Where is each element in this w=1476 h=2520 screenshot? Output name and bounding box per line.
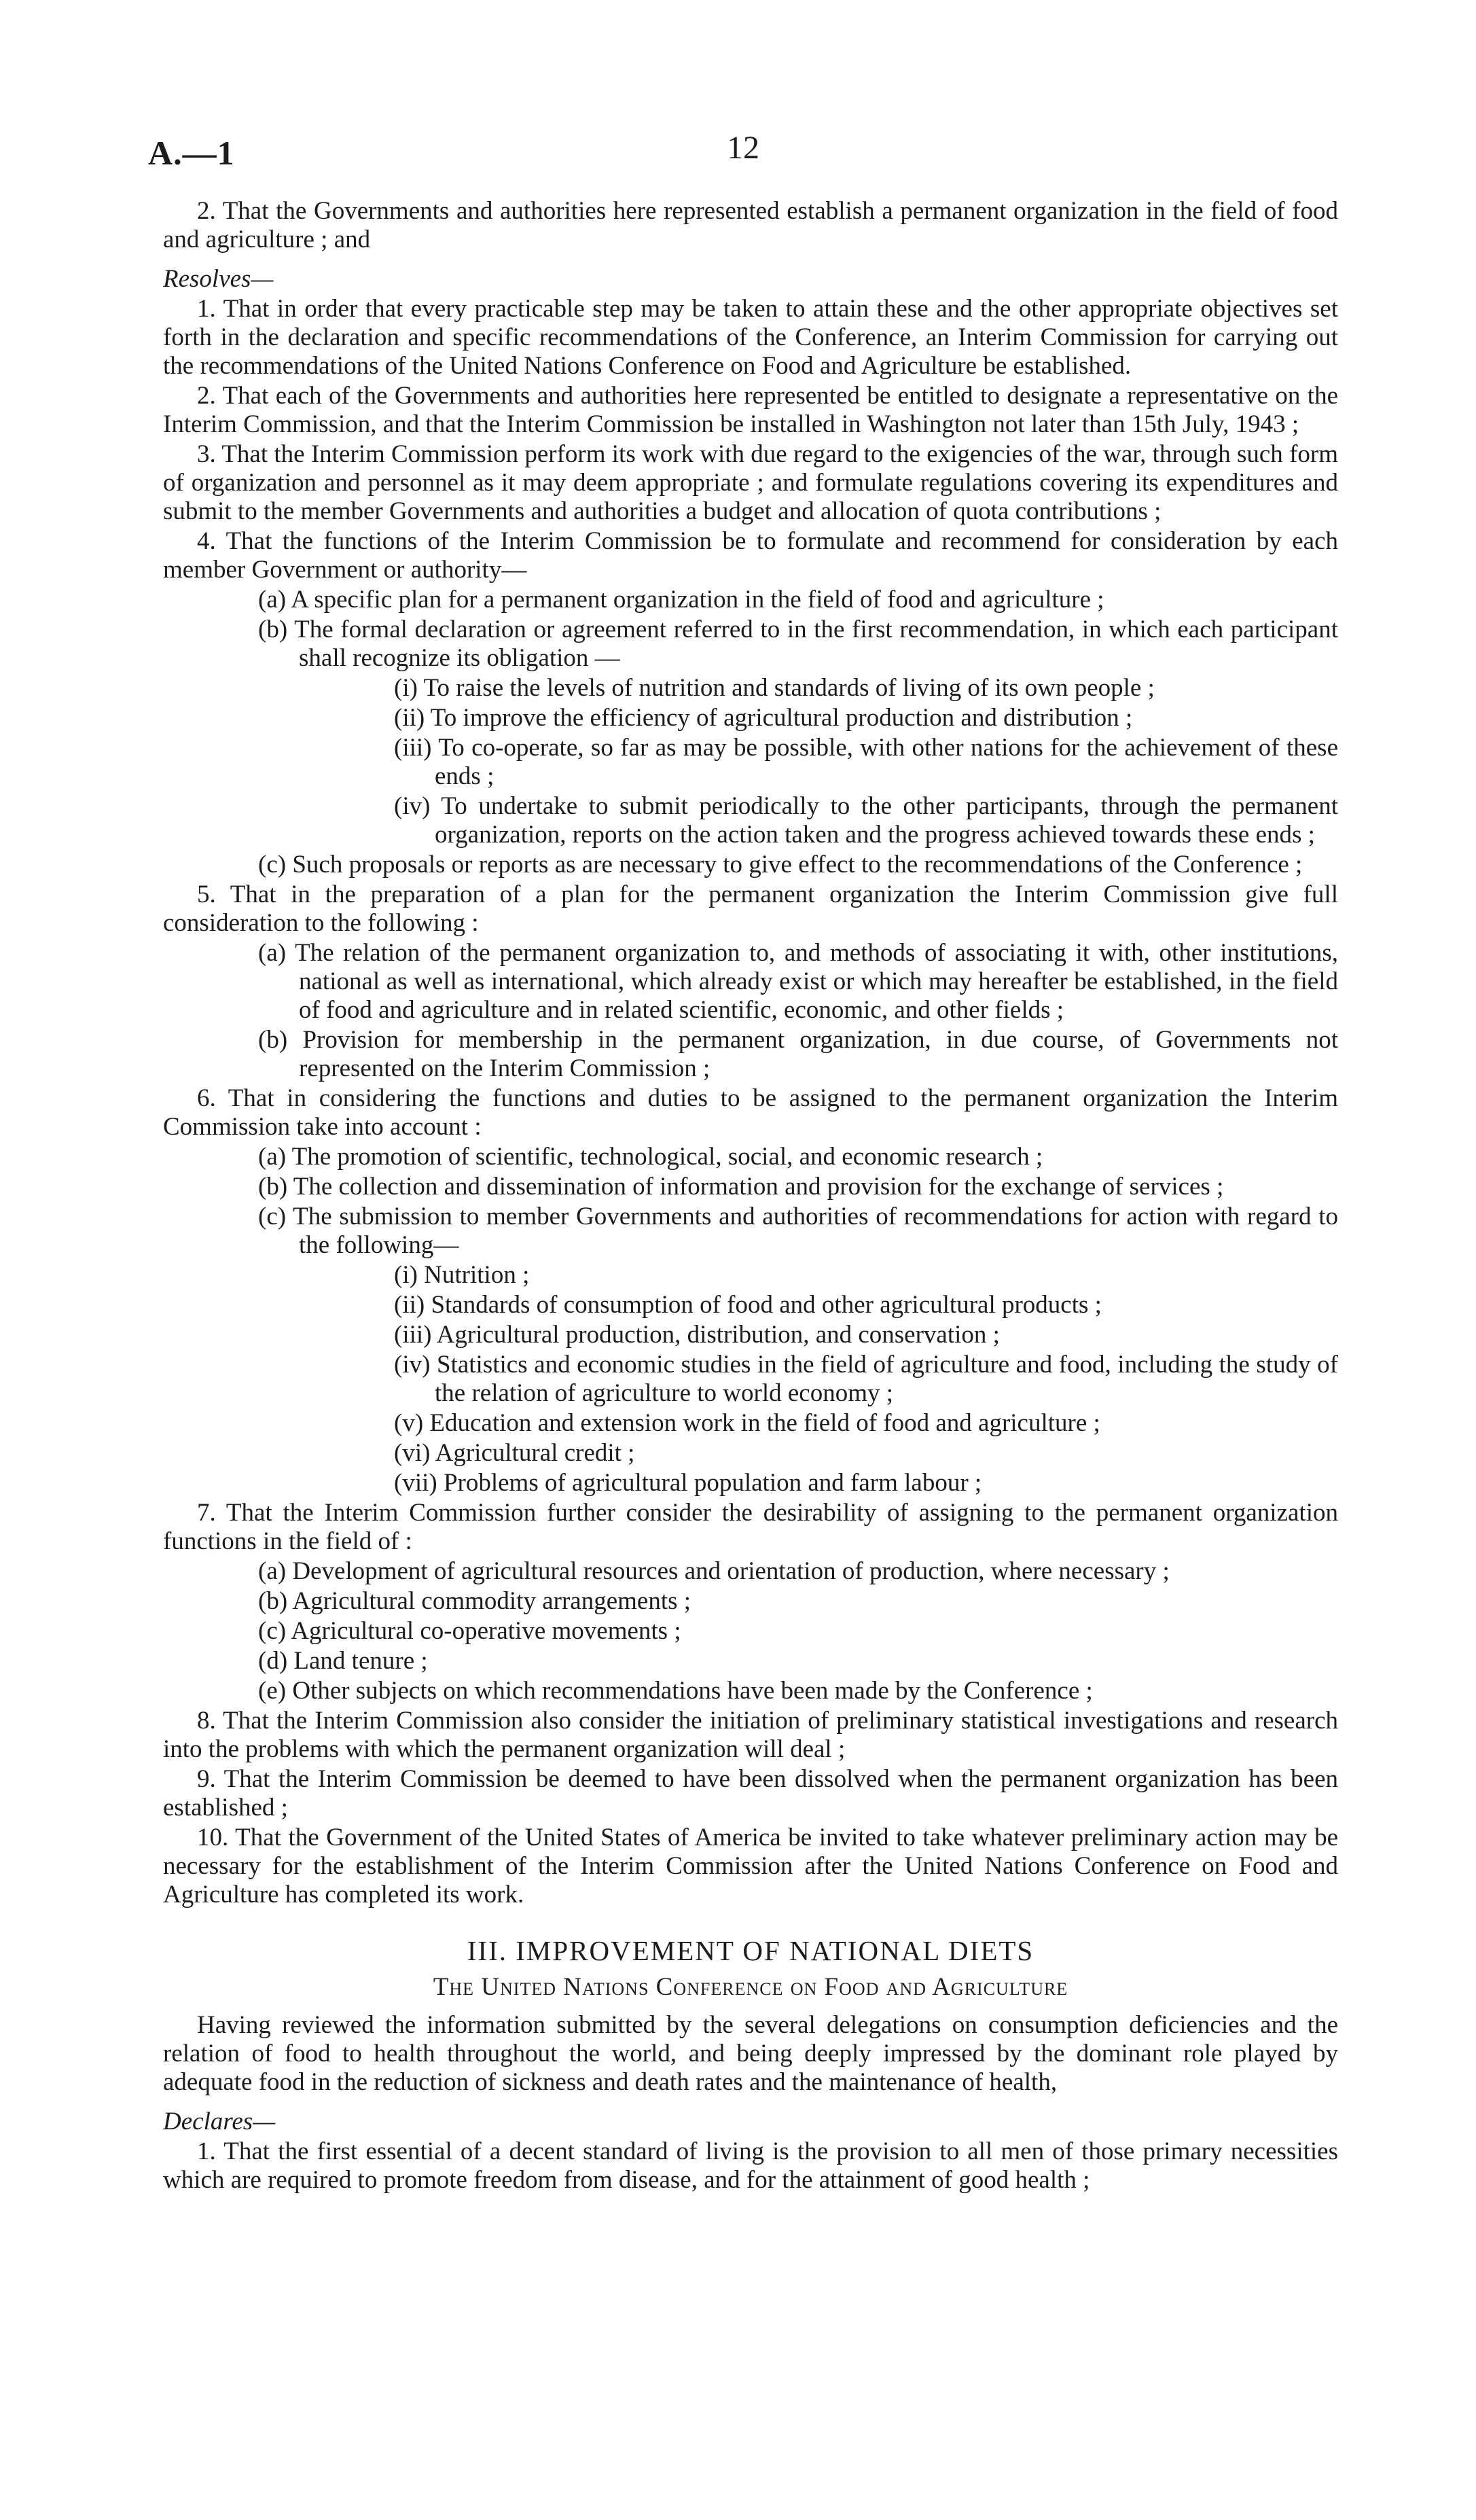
resolution-5b: (b) Provision for membership in the permanent organization, in due course, of Governments not represented on the Interim Commission ; [258,1026,1338,1082]
resolution-7b: (b) Agricultural commodity arrangements ; [258,1587,691,1615]
preamble-paragraph: Having reviewed the information submitted by the several delegations on consumption deficiencies and the relation of food to health throughout the world, and being deeply impressed by the dominant role played by adequate food in the reduction of sickness and death rates and the maintenance of health, [163,2011,1338,2096]
resolution-5: 5. That in the preparation of a plan for the permanent organization the Interim Commission give full consideration to the following : [163,881,1338,937]
resolution-3: 3. That the Interim Commission perform its work with due regard to the exigencies of the war, through such form of organization and personnel as it may deem appropriate ; and formulate regulations covering its expenditures and submit to the member Governments and authorities a budget and allocation of quota contributions ; [163,440,1338,525]
resolution-6c: (c) The submission to member Governments and authorities of recommendations for action with regard to the following— [258,1203,1338,1259]
document-body [163,197,1338,2196]
resolution-4b: (b) The formal declaration or agreement referred to in the first recommendation, in which each participant shall recognize its obligation — [258,616,1338,672]
resolution-4b-ii: (ii) To improve the efficiency of agricultural production and distribution ; [394,704,1133,732]
declares-label: Declares— [163,2108,276,2135]
section-subheading: The United Nations Conference on Food and Agriculture [433,1973,1068,2001]
recital-paragraph: 2. That the Governments and authorities here represented establish a permanent organization in the field of food and agriculture ; and [163,197,1338,253]
resolution-6c-vi: (vi) Agricultural credit ; [394,1439,635,1467]
resolution-7d: (d) Land tenure ; [258,1647,428,1675]
resolution-6c-v: (v) Education and extension work in the field of food and agriculture ; [394,1409,1100,1437]
resolution-4: 4. That the functions of the Interim Commission be to formulate and recommend for consideration by each member Government or authority— [163,527,1338,584]
resolves-label: Resolves— [163,265,274,293]
document-reference: A.—1 [148,134,235,172]
resolution-6c-vii: (vii) Problems of agricultural population and farm labour ; [394,1469,982,1497]
resolution-1: 1. That in order that every practicable step may be taken to attain these and the other appropriate objectives set forth in the declaration and specific recommendations of the Conference, an Interim Commission for carrying out the recommendations of the United Nations Conference on Food and Agriculture be established. [163,295,1338,380]
resolution-2: 2. That each of the Governments and authorities here represented be entitled to designate a representative on the Interim Commission, and that the Interim Commission be installed in Washington not later than 15th July, 1943 ; [163,382,1338,438]
resolution-10: 10. That the Government of the United States of America be invited to take whatever preliminary action may be necessary for the establishment of the Interim Commission after the United Nations Conference on Food and Agriculture has completed its work. [163,1824,1338,1909]
resolution-4b-iii: (iii) To co-operate, so far as may be possible, with other nations for the achievement of these ends ; [394,734,1338,790]
resolution-7: 7. That the Interim Commission further consider the desirability of assigning to the permanent organization functions in the field of : [163,1499,1338,1555]
resolution-8: 8. That the Interim Commission also consider the initiation of preliminary statistical investigations and research into the problems with which the permanent organization will deal ; [163,1707,1338,1763]
resolution-4c: (c) Such proposals or reports as are necessary to give effect to the recommendations of the Conference ; [258,851,1303,879]
resolution-7e: (e) Other subjects on which recommendations have been made by the Conference ; [258,1677,1093,1705]
resolution-6c-iii: (iii) Agricultural production, distribution, and conservation ; [394,1321,1000,1349]
page-number: 12 [727,130,759,166]
declaration-1: 1. That the first essential of a decent standard of living is the provision to all men of those primary necessities which are required to promote freedom from disease, and for the attainment of good health ; [163,2137,1338,2194]
resolution-7a: (a) Development of agricultural resources and orientation of production, where necessary ; [258,1557,1170,1585]
resolution-6: 6. That in considering the functions and duties to be assigned to the permanent organization the Interim Commission take into account : [163,1084,1338,1141]
resolution-4a: (a) A specific plan for a permanent organization in the field of food and agriculture ; [258,586,1104,614]
resolution-6c-i: (i) Nutrition ; [394,1261,530,1289]
resolution-5a: (a) The relation of the permanent organization to, and methods of associating it with, other institutions, national as well as international, which already exist or which may hereafter be established, in the field of food and agriculture and in related scientific, economic, and other fields ; [258,939,1338,1024]
resolution-6c-iv: (iv) Statistics and economic studies in the field of agriculture and food, including the study of the relation of agriculture to world economy ; [394,1351,1338,1407]
resolution-4b-iv: (iv) To undertake to submit periodically to the other participants, through the permanent organization, reports on the action taken and the progress achieved towards these ends ; [394,792,1338,849]
resolution-6b: (b) The collection and dissemination of information and provision for the exchange of services ; [258,1173,1224,1201]
resolution-6c-ii: (ii) Standards of consumption of food and other agricultural products ; [394,1291,1102,1319]
section-heading: III. IMPROVEMENT OF NATIONAL DIETS [467,1935,1034,1966]
resolution-9: 9. That the Interim Commission be deemed to have been dissolved when the permanent organization has been established ; [163,1765,1338,1822]
resolution-7c: (c) Agricultural co-operative movements ; [258,1617,681,1645]
resolution-4b-i: (i) To raise the levels of nutrition and standards of living of its own people ; [394,674,1155,702]
resolution-6a: (a) The promotion of scientific, technological, social, and economic research ; [258,1143,1043,1171]
